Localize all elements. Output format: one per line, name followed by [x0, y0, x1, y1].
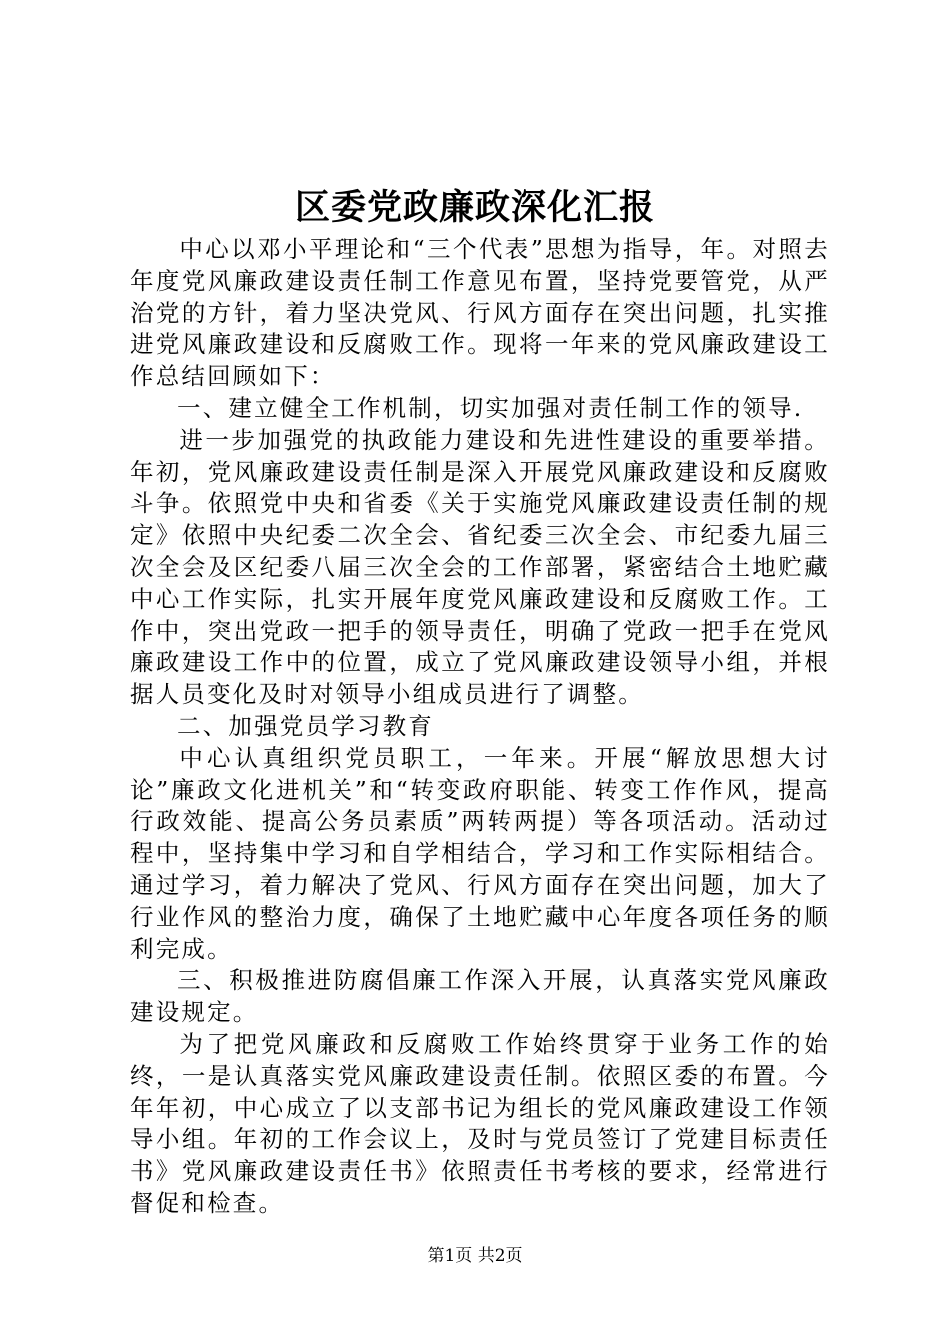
- section-paragraph-2: 中心认真组织党员职工，一年来。开展“解放思想大讨论”廉政文化进机关”和“转变政府职能、转变工作作风，提高行政效能、提高公务员素质”两转两提）等各项活动。活动过程中，坚持集中学习和自学相结合，学习和工作实际相结合。通过学习，着力解决了党风、行风方面存在突出问题，加大了行业作风的整治力度，确保了土地贮藏中心年度各项任务的顺利完成。: [130, 743, 830, 963]
- page-footer: 第1页 共2页: [427, 1246, 523, 1266]
- intro-paragraph: 中心以邓小平理论和“三个代表”思想为指导，年。对照去年度党风廉政建设责任制工作意见布置，坚持党要管党，从严治党的方针，着力坚决党风、行风方面存在突出问题，扎实推进党风廉政建设和反腐败工作。现将一年来的党风廉政建设工作总结回顾如下：: [130, 235, 830, 391]
- section-heading-3: 三、积极推进防腐倡廉工作深入开展，认真落实党风廉政建设规定。: [130, 966, 830, 1027]
- document-title: 区委党政廉政深化汇报: [294, 187, 655, 228]
- document-body: [130, 234, 830, 1220]
- section-heading-1: 一、建立健全工作机制，切实加强对责任制工作的领导.: [177, 393, 804, 422]
- section-paragraph-1: 进一步加强党的执政能力建设和先进性建设的重要举措。年初，党风廉政建设责任制是深入开展党风廉政建设和反腐败斗争。依照党中央和省委《关于实施党风廉政建设责任制的规定》依照中央纪委二次全会、省纪委三次全会、市纪委九届三次全会及区纪委八届三次全会的工作部署，紧密结合土地贮藏中心工作实际，扎实开展年度党风廉政建设和反腐败工作。工作中，突出党政一把手的领导责任，明确了党政一把手在党风廉政建设工作中的位置，成立了党风廉政建设领导小组，并根据人员变化及时对领导小组成员进行了调整。: [130, 425, 830, 709]
- section-paragraph-3: 为了把党风廉政和反腐败工作始终贯穿于业务工作的始终，一是认真落实党风廉政建设责任制。依照区委的布置。今年年初，中心成立了以支部书记为组长的党风廉政建设工作领导小组。年初的工作会议上，及时与党员签订了党建目标责任书》党风廉政建设责任书》依照责任书考核的要求，经常进行督促和检查。: [130, 1029, 830, 1217]
- section-heading-2: 二、加强党员学习教育: [177, 711, 434, 740]
